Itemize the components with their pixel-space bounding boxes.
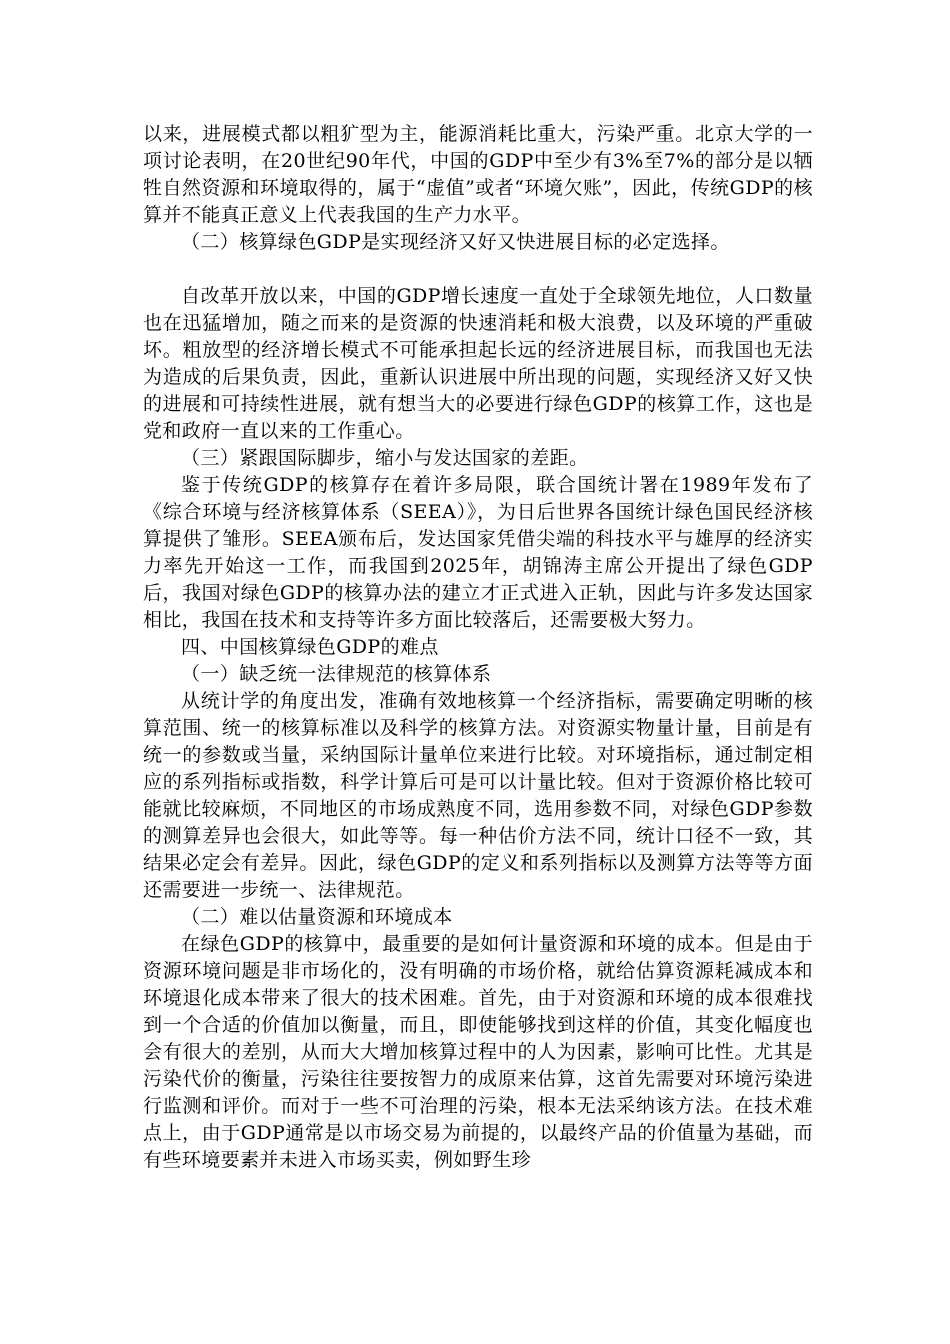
- paragraph-reform-growth: 自改革开放以来，中国的GDP增长速度一直处于全球领先地位，人口数量也在迅猛增加，随之而来的是资源的快速消耗和极大浪费，以及环境的严重破坏。粗放型的经济增长模式不可能承担起长远的经济进展目标，而我国也无法为造成的后果负责，因此，重新认识进展中所出现的问题，实现经济又好又快的进展和可持续性进展，就有想当大的必要进行绿色GDP的核算工作，这也是党和政府一直以来的工作重心。: [143, 285, 813, 442]
- paragraph-resource-cost: 在绿色GDP的核算中，最重要的是如何计量资源和环境的成本。但是由于资源环境问题是非市场化的，没有明确的市场价格，就给估算资源耗减成本和环境退化成本带来了很大的技术困难。首先，由于对资源和环境的成本很难找到一个合适的价值加以衡量，而且，即使能够找到这样的价值，其变化幅度也会有很大的差别，从而大大增加核算过程中的人为因素，影响可比性。尤其是污染代价的衡量，污染往往要按智力的成原来估算，这首先需要对环境污染进行监测和评价。而对于一些不可治理的污染，根本无法采纳该方法。在技术难点上，由于GDP通常是以市场交易为前提的，以最终产品的价值量为基础，而有些环境要素并未进入市场买卖，例如野生珍: [143, 933, 813, 1171]
- section-heading-difficulties: 四、中国核算绿色GDP的难点: [181, 636, 439, 658]
- subheading-green-gdp-choice: （二）核算绿色GDP是实现经济又好又快进展目标的必定选择。: [181, 231, 730, 253]
- paragraph-seea: 鉴于传统GDP的核算存在着许多局限，联合国统计署在1989年发布了《综合环境与经济核算体系（SEEA）》，为日后世界各国统计绿色国民经济核算提供了雏形。SEEA颁布后，发达国家凭借尖端的科技水平与雄厚的经济实力率先开始这一工作，而我国到2025年，胡锦涛主席公开提出了绿色GDP后，我国对绿色GDP的核算办法的建立才正式进入正轨，因此与许多发达国家相比，我国在技术和支持等许多方面比较落后，还需要极大努力。: [143, 474, 813, 631]
- subheading-estimate-costs: （二）难以估量资源和环境成本: [181, 906, 453, 928]
- paragraph-continuation: 以来，进展模式都以粗犷型为主，能源消耗比重大，污染严重。北京大学的一项讨论表明，在20世纪90年代，中国的GDP中至少有3%至7%的部分是以牺牲自然资源和环境取得的，属于“虚值”或者“环境欠账”，因此，传统GDP的核算并不能真正意义上代表我国的生产力水平。: [143, 123, 813, 226]
- paragraph-statistics-perspective: 从统计学的角度出发，准确有效地核算一个经济指标，需要确定明晰的核算范围、统一的核算标准以及科学的核算方法。对资源实物量计量，目前是有统一的参数或当量，采纳国际计量单位来进行比较。对环境指标，通过制定相应的系列指标或指数，科学计算后可是可以计量比较。但对于资源价格比较可能就比较麻烦，不同地区的市场成熟度不同，选用参数不同，对绿色GDP参数的测算差异也会很大，如此等等。每一种估价方法不同，统计口径不一致，其结果必定会有差异。因此，绿色GDP的定义和系列指标以及测算方法等等方面还需要进一步统一、法律规范。: [143, 690, 813, 901]
- subheading-follow-international: （三）紧跟国际脚步，缩小与发达国家的差距。: [181, 447, 589, 469]
- subheading-lack-unified-system: （一）缺乏统一法律规范的核算体系: [181, 663, 492, 685]
- document-body: [143, 121, 813, 1174]
